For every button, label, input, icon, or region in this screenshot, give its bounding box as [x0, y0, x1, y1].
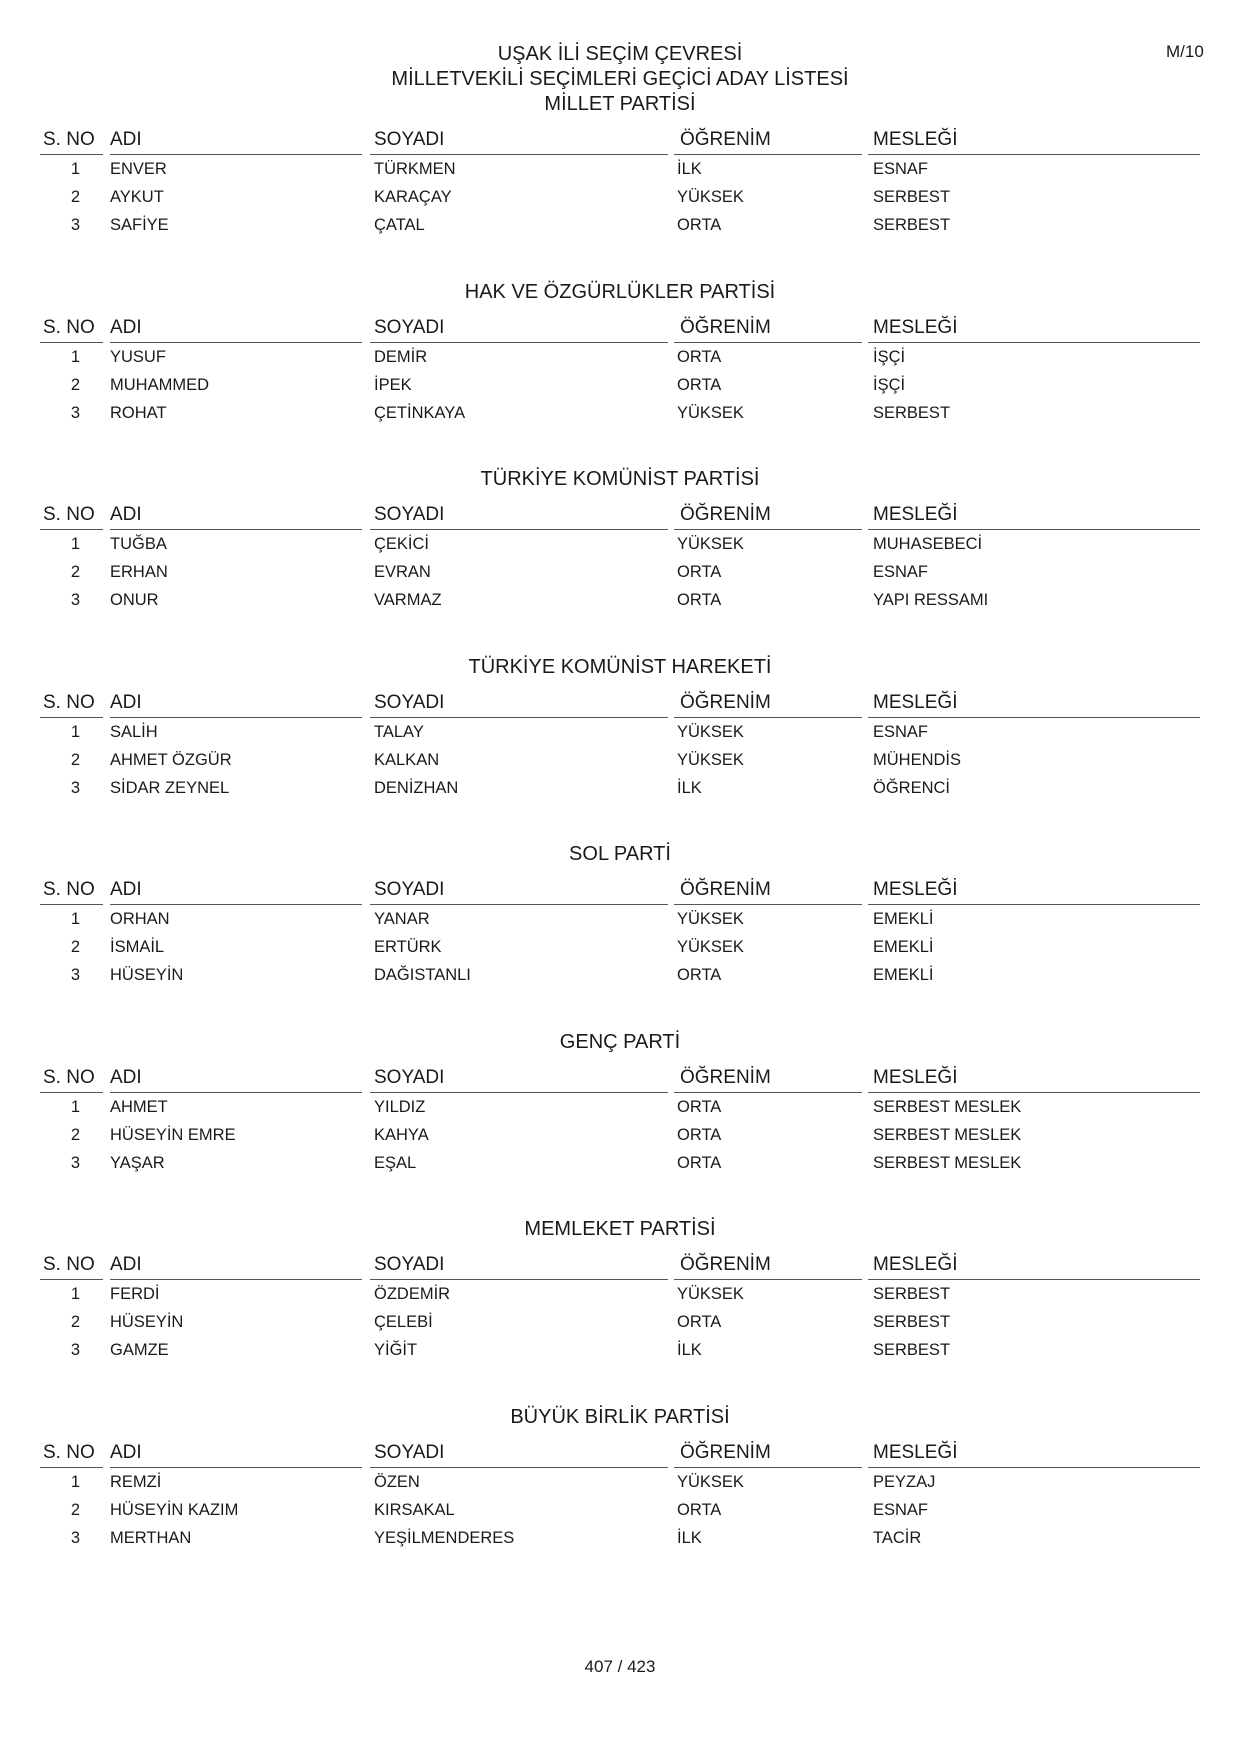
table-header [0, 316, 1240, 342]
party-name: TÜRKİYE KOMÜNİST HAREKETİ [468, 655, 772, 678]
header-underline [674, 1467, 862, 1468]
cell-meslegi: MÜHENDİS [873, 750, 962, 769]
cell-meslegi: YAPI RESSAMI [873, 591, 989, 609]
table-row [0, 908, 1240, 930]
cell-no: 2 [70, 938, 80, 956]
cell-ogrenim: YÜKSEK [677, 535, 744, 553]
cell-adi: TUĞBA [110, 535, 167, 553]
header-underline [868, 1467, 1200, 1468]
cell-adi: HÜSEYİN [110, 966, 184, 984]
column-header-adi: ADI [110, 316, 142, 338]
cell-adi: SAFİYE [110, 216, 169, 234]
column-header-adi: ADI [110, 129, 142, 150]
header-underline [370, 154, 668, 155]
cell-ogrenim: YÜKSEK [677, 938, 744, 956]
cell-soyadi: ÇATAL [374, 216, 425, 234]
cell-soyadi: EŞAL [374, 1153, 417, 1172]
column-header-adi: ADI [110, 1254, 142, 1275]
cell-no: 2 [70, 1125, 80, 1144]
table-header [0, 503, 1240, 529]
cell-ogrenim: ORTA [677, 1313, 722, 1331]
cell-ogrenim: ORTA [677, 966, 722, 984]
cell-adi: AHMET [110, 1097, 168, 1116]
party-section [0, 92, 1240, 272]
cell-no: 3 [70, 966, 80, 984]
cell-ogrenim: ORTA [677, 216, 722, 234]
column-header-no: S. NO [43, 879, 95, 900]
header-underline [370, 717, 668, 718]
cell-ogrenim: ORTA [677, 591, 722, 609]
header-underline [110, 1092, 362, 1093]
header-underline [370, 1279, 668, 1280]
cell-ogrenim: YÜKSEK [677, 1472, 744, 1491]
cell-soyadi: TÜRKMEN [374, 160, 456, 178]
header-underline [868, 1279, 1200, 1280]
cell-adi: HÜSEYİN KAZIM [110, 1500, 239, 1519]
table-row [0, 936, 1240, 958]
cell-adi: ONUR [110, 591, 159, 609]
header-underline [674, 154, 862, 155]
party-section [0, 1030, 1240, 1210]
header-underline [40, 154, 103, 155]
cell-meslegi: EMEKLİ [873, 966, 934, 984]
header-underline [110, 904, 362, 905]
cell-meslegi: EMEKLİ [873, 938, 934, 956]
party-name: GENÇ PARTİ [559, 1030, 681, 1053]
cell-no: 1 [70, 535, 80, 553]
cell-soyadi: KARAÇAY [374, 188, 452, 206]
cell-no: 3 [70, 1153, 80, 1172]
column-header-soyadi: SOYADI [374, 129, 445, 150]
header-underline [110, 529, 362, 530]
column-header-no: S. NO [43, 316, 95, 338]
cell-adi: ERHAN [110, 563, 168, 581]
cell-no: 1 [70, 347, 80, 366]
table-row [0, 589, 1240, 611]
header-underline [674, 904, 862, 905]
cell-meslegi: TACİR [873, 1528, 922, 1547]
cell-soyadi: YANAR [374, 910, 430, 928]
header-underline [110, 154, 362, 155]
header-underline [674, 1279, 862, 1280]
party-name: TÜRKİYE KOMÜNİST PARTİSİ [480, 468, 760, 490]
cell-no: 2 [70, 188, 80, 206]
cell-adi: ROHAT [110, 403, 167, 422]
table-row [0, 374, 1240, 396]
cell-no: 2 [70, 563, 80, 581]
table-header [0, 691, 1240, 717]
cell-soyadi: ÇETİNKAYA [374, 403, 466, 422]
cell-soyadi: KIRSAKAL [374, 1500, 455, 1519]
cell-soyadi: ÇELEBİ [374, 1313, 433, 1331]
cell-no: 1 [70, 1285, 80, 1303]
cell-adi: SİDAR ZEYNEL [110, 778, 230, 797]
party-name: MEMLEKET PARTİSİ [524, 1218, 716, 1240]
cell-ogrenim: ORTA [677, 563, 722, 581]
column-header-ogrenim: ÖĞRENİM [680, 1066, 771, 1088]
header-underline [868, 154, 1200, 155]
header-underline [40, 529, 103, 530]
cell-soyadi: KALKAN [374, 750, 440, 769]
cell-adi: GAMZE [110, 1341, 169, 1359]
cell-ogrenim: ORTA [677, 1153, 722, 1172]
cell-adi: YAŞAR [110, 1153, 165, 1172]
cell-soyadi: ÖZDEMİR [374, 1285, 451, 1303]
column-header-no: S. NO [43, 129, 95, 150]
party-name: MİLLET PARTİSİ [544, 93, 696, 115]
column-header-soyadi: SOYADI [374, 316, 445, 338]
party-name: HAK VE ÖZGÜRLÜKLER PARTİSİ [464, 280, 776, 303]
cell-no: 3 [70, 778, 80, 797]
cell-no: 3 [70, 1341, 80, 1359]
cell-no: 2 [70, 750, 80, 769]
column-header-ogrenim: ÖĞRENİM [680, 1441, 771, 1463]
header-underline [370, 1092, 668, 1093]
cell-meslegi: ESNAF [873, 1500, 929, 1519]
cell-soyadi: VARMAZ [374, 591, 442, 609]
cell-no: 1 [70, 1472, 80, 1491]
cell-adi: REMZİ [110, 1472, 162, 1491]
table-row [0, 1339, 1240, 1361]
table-row [0, 402, 1240, 424]
column-header-no: S. NO [43, 504, 95, 525]
cell-adi: MUHAMMED [110, 375, 209, 394]
cell-soyadi: ÇEKİCİ [374, 535, 430, 553]
cell-meslegi: SERBEST [873, 403, 951, 422]
cell-meslegi: SERBEST [873, 1341, 951, 1359]
cell-meslegi: SERBEST [873, 1285, 951, 1303]
cell-no: 1 [70, 1097, 80, 1116]
cell-ogrenim: ORTA [677, 1500, 722, 1519]
cell-soyadi: EVRAN [374, 563, 431, 581]
table-row [0, 1471, 1240, 1493]
cell-ogrenim: İLK [677, 778, 702, 797]
header-underline [868, 1092, 1200, 1093]
cell-meslegi: ESNAF [873, 160, 929, 178]
party-section [0, 1405, 1240, 1585]
cell-soyadi: KAHYA [374, 1125, 429, 1144]
column-header-adi: ADI [110, 879, 142, 900]
column-header-no: S. NO [43, 1254, 95, 1275]
cell-meslegi: ESNAF [873, 722, 929, 741]
header-underline [40, 1467, 103, 1468]
cell-adi: AYKUT [110, 188, 164, 206]
cell-adi: HÜSEYİN EMRE [110, 1125, 236, 1144]
cell-adi: ORHAN [110, 910, 170, 928]
party-section [0, 280, 1240, 460]
cell-adi: MERTHAN [110, 1528, 192, 1547]
party-name: SOL PARTİ [569, 843, 671, 865]
page-number: 407 / 423 [584, 1657, 656, 1676]
header-underline [110, 342, 362, 343]
table-header [0, 128, 1240, 154]
column-header-ogrenim: ÖĞRENİM [680, 1254, 771, 1275]
header-underline [40, 717, 103, 718]
column-header-no: S. NO [43, 691, 95, 713]
column-header-adi: ADI [110, 1441, 142, 1463]
cell-adi: SALİH [110, 722, 158, 741]
header-underline [110, 1279, 362, 1280]
party-section [0, 1217, 1240, 1397]
cell-no: 1 [70, 160, 80, 178]
header-underline [370, 904, 668, 905]
cell-no: 3 [70, 1528, 80, 1547]
header-underline [40, 342, 103, 343]
column-header-ogrenim: ÖĞRENİM [680, 316, 771, 338]
cell-no: 3 [70, 216, 80, 234]
cell-meslegi: ÖĞRENCİ [873, 778, 951, 797]
header-underline [40, 1092, 103, 1093]
column-header-adi: ADI [110, 504, 142, 525]
column-header-soyadi: SOYADI [374, 1066, 445, 1088]
cell-meslegi: İŞÇİ [873, 347, 906, 366]
cell-ogrenim: YÜKSEK [677, 1285, 744, 1303]
document-header [0, 42, 1240, 92]
header-title-province: UŞAK İLİ SEÇİM ÇEVRESİ [497, 43, 743, 65]
column-header-no: S. NO [43, 1441, 95, 1463]
header-underline [40, 904, 103, 905]
cell-no: 2 [70, 1500, 80, 1519]
cell-meslegi: SERBEST MESLEK [873, 1153, 1022, 1172]
column-header-soyadi: SOYADI [374, 1254, 445, 1275]
cell-no: 3 [70, 403, 80, 422]
cell-soyadi: İPEK [374, 375, 412, 394]
column-header-soyadi: SOYADI [374, 879, 445, 900]
cell-ogrenim: ORTA [677, 1097, 722, 1116]
table-row [0, 1527, 1240, 1549]
cell-meslegi: SERBEST [873, 216, 951, 234]
cell-ogrenim: YÜKSEK [677, 722, 744, 741]
column-header-ogrenim: ÖĞRENİM [680, 691, 771, 713]
column-header-soyadi: SOYADI [374, 691, 445, 713]
table-header [0, 1441, 1240, 1467]
table-row [0, 1124, 1240, 1146]
header-underline [110, 1467, 362, 1468]
cell-meslegi: ESNAF [873, 563, 929, 581]
table-row [0, 721, 1240, 743]
cell-soyadi: YEŞİLMENDERES [374, 1528, 515, 1547]
column-header-meslegi: MESLEĞİ [873, 504, 958, 525]
column-header-soyadi: SOYADI [374, 1441, 445, 1463]
cell-no: 2 [70, 375, 80, 394]
party-section [0, 655, 1240, 835]
table-row [0, 749, 1240, 771]
cell-meslegi: EMEKLİ [873, 910, 934, 928]
cell-no: 3 [70, 591, 80, 609]
table-row [0, 1096, 1240, 1118]
header-underline [110, 717, 362, 718]
cell-no: 2 [70, 1313, 80, 1331]
cell-soyadi: DEMİR [374, 347, 428, 366]
header-underline [674, 529, 862, 530]
cell-adi: HÜSEYİN [110, 1313, 184, 1331]
header-underline [40, 1279, 103, 1280]
column-header-adi: ADI [110, 691, 142, 713]
cell-adi: AHMET ÖZGÜR [110, 750, 232, 769]
table-row [0, 1283, 1240, 1305]
cell-meslegi: SERBEST MESLEK [873, 1097, 1022, 1116]
cell-ogrenim: ORTA [677, 375, 722, 394]
table-row [0, 561, 1240, 583]
cell-ogrenim: ORTA [677, 1125, 722, 1144]
column-header-ogrenim: ÖĞRENİM [680, 879, 771, 900]
column-header-adi: ADI [110, 1066, 142, 1088]
table-row [0, 1311, 1240, 1333]
party-section [0, 467, 1240, 647]
cell-soyadi: YİĞİT [374, 1341, 418, 1359]
cell-adi: ENVER [110, 160, 167, 178]
cell-no: 1 [70, 910, 80, 928]
table-row [0, 158, 1240, 180]
page-code: M/10 [1166, 42, 1204, 61]
cell-ogrenim: ORTA [677, 347, 722, 366]
column-header-meslegi: MESLEĞİ [873, 879, 958, 900]
table-row [0, 346, 1240, 368]
cell-adi: FERDİ [110, 1285, 160, 1303]
header-underline [868, 529, 1200, 530]
table-header [0, 1066, 1240, 1092]
table-row [0, 186, 1240, 208]
cell-no: 1 [70, 722, 80, 741]
column-header-ogrenim: ÖĞRENİM [680, 129, 771, 150]
cell-soyadi: YILDIZ [374, 1097, 426, 1116]
cell-ogrenim: YÜKSEK [677, 403, 744, 422]
table-row [0, 777, 1240, 799]
table-row [0, 533, 1240, 555]
column-header-meslegi: MESLEĞİ [873, 691, 958, 713]
party-section [0, 842, 1240, 1022]
header-underline [370, 529, 668, 530]
column-header-ogrenim: ÖĞRENİM [680, 504, 771, 525]
header-underline [868, 904, 1200, 905]
header-underline [674, 1092, 862, 1093]
cell-soyadi: ÖZEN [374, 1472, 420, 1491]
header-underline [868, 342, 1200, 343]
table-row [0, 1499, 1240, 1521]
cell-meslegi: İŞÇİ [873, 375, 906, 394]
header-title-list: MİLLETVEKİLİ SEÇİMLERİ GEÇİCİ ADAY LİSTESİ [391, 68, 849, 90]
column-header-meslegi: MESLEĞİ [873, 1066, 958, 1088]
cell-ogrenim: YÜKSEK [677, 750, 744, 769]
cell-soyadi: ERTÜRK [374, 938, 442, 956]
cell-ogrenim: İLK [677, 1341, 702, 1359]
cell-meslegi: MUHASEBECİ [873, 535, 983, 553]
table-header [0, 1253, 1240, 1279]
cell-ogrenim: YÜKSEK [677, 188, 744, 206]
cell-soyadi: DENİZHAN [374, 778, 459, 797]
cell-meslegi: SERBEST [873, 188, 951, 206]
table-row [0, 214, 1240, 236]
cell-soyadi: DAĞISTANLI [374, 966, 471, 984]
header-underline [868, 717, 1200, 718]
column-header-meslegi: MESLEĞİ [873, 1254, 958, 1275]
header-underline [674, 717, 862, 718]
cell-adi: YUSUF [110, 347, 166, 366]
column-header-soyadi: SOYADI [374, 504, 445, 525]
cell-ogrenim: YÜKSEK [677, 910, 744, 928]
table-row [0, 964, 1240, 986]
column-header-no: S. NO [43, 1066, 95, 1088]
table-row [0, 1152, 1240, 1174]
header-underline [674, 342, 862, 343]
column-header-meslegi: MESLEĞİ [873, 129, 958, 150]
header-underline [370, 342, 668, 343]
cell-adi: İSMAİL [110, 938, 165, 956]
cell-ogrenim: İLK [677, 160, 702, 178]
cell-soyadi: TALAY [374, 722, 424, 741]
party-name: BÜYÜK BİRLİK PARTİSİ [510, 1405, 730, 1428]
table-header [0, 878, 1240, 904]
cell-meslegi: PEYZAJ [873, 1472, 936, 1491]
cell-meslegi: SERBEST MESLEK [873, 1125, 1022, 1144]
header-underline [370, 1467, 668, 1468]
cell-meslegi: SERBEST [873, 1313, 951, 1331]
column-header-meslegi: MESLEĞİ [873, 316, 958, 338]
cell-ogrenim: İLK [677, 1528, 702, 1547]
column-header-meslegi: MESLEĞİ [873, 1441, 958, 1463]
